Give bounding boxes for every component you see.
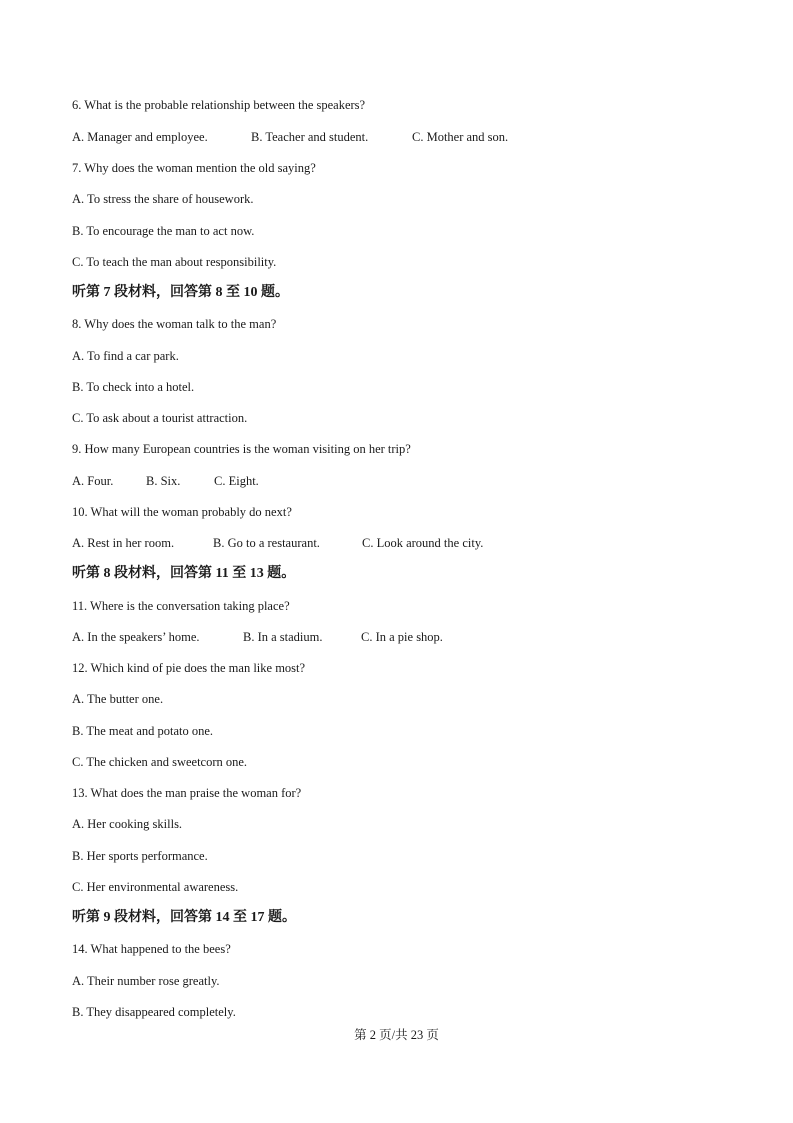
question-9-options <box>72 473 259 489</box>
option-c: C. In a pie shop. <box>361 630 443 644</box>
question-8: 8. Why does the woman talk to the man? <box>72 317 277 331</box>
option-a: A. Manager and employee. <box>72 130 208 144</box>
option-b: B. In a stadium. <box>243 630 323 644</box>
question-7-option-b: B. To encourage the man to act now. <box>72 224 255 238</box>
question-14: 14. What happened to the bees? <box>72 942 231 956</box>
question-12-option-b: B. The meat and potato one. <box>72 724 214 738</box>
option-c: C. Eight. <box>214 474 259 488</box>
question-13-option-a: A. Her cooking skills. <box>72 817 183 831</box>
option-b: B. Go to a restaurant. <box>213 536 320 550</box>
question-7-option-a: A. To stress the share of housework. <box>72 192 254 206</box>
question-14-option-b: B. They disappeared completely. <box>72 1005 236 1019</box>
question-6-options <box>72 129 508 145</box>
option-a: A. In the speakers’ home. <box>72 630 200 644</box>
question-12-option-c: C. The chicken and sweetcorn one. <box>72 755 248 769</box>
option-a: A. Rest in her room. <box>72 536 175 550</box>
question-14-option-a: A. Their number rose greatly. <box>72 974 220 988</box>
question-13: 13. What does the man praise the woman for? <box>72 786 302 800</box>
question-13-option-b: B. Her sports performance. <box>72 849 208 863</box>
question-12-option-a: A. The butter one. <box>72 692 164 706</box>
option-b: B. Teacher and student. <box>251 130 369 144</box>
question-9: 9. How many European countries is the woman visiting on her trip? <box>72 442 411 456</box>
question-8-option-b: B. To check into a hotel. <box>72 380 195 394</box>
question-11-options <box>72 629 443 645</box>
section-heading-8: 听第 8 段材料，回答第 11 至 13 题。 <box>72 566 296 581</box>
question-11: 11. Where is the conversation taking place? <box>72 599 290 613</box>
option-b: B. Six. <box>146 474 181 488</box>
option-a: A. Four. <box>72 474 114 488</box>
section-heading-7: 听第 7 段材料，回答第 8 至 10 题。 <box>72 285 289 300</box>
question-12: 12. Which kind of pie does the man like most? <box>72 661 306 675</box>
page-number-footer: 第 2 页/共 23 页 <box>354 1028 439 1042</box>
question-10: 10. What will the woman probably do next? <box>72 505 292 519</box>
question-13-option-c: C. Her environmental awareness. <box>72 880 239 894</box>
question-10-options <box>72 535 483 551</box>
question-7-option-c: C. To teach the man about responsibility. <box>72 255 277 269</box>
option-c: C. Look around the city. <box>362 536 484 550</box>
question-6: 6. What is the probable relationship between the speakers? <box>72 98 366 112</box>
section-heading-9: 听第 9 段材料，回答第 14 至 17 题。 <box>72 910 296 925</box>
question-8-option-a: A. To find a car park. <box>72 349 179 363</box>
question-8-option-c: C. To ask about a tourist attraction. <box>72 411 248 425</box>
option-c: C. Mother and son. <box>412 130 509 144</box>
question-7: 7. Why does the woman mention the old saying? <box>72 161 316 175</box>
